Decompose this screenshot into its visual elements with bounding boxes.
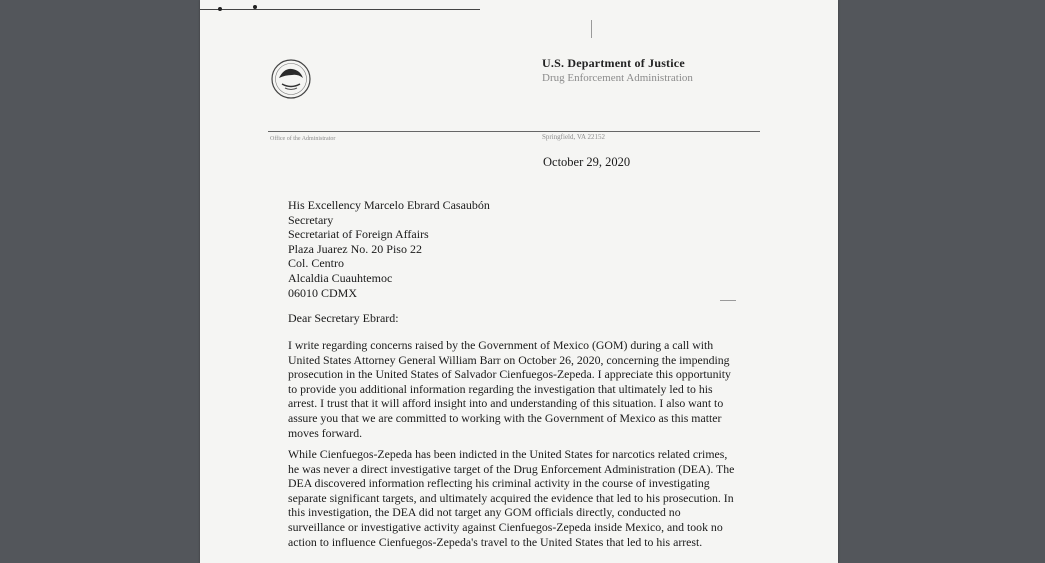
address-line: Alcaldia Cuauhtemoc: [288, 270, 393, 285]
text-line: separate significant targets, and ultimately acquired the evidence that led to his prosecution. In: [288, 490, 734, 505]
address-line: 06010 CDMX: [288, 285, 358, 300]
text-line: action to influence Cienfuegos-Zepeda's travel to the United States that led to his arrest.: [288, 534, 703, 549]
address-line: Plaza Juarez No. 20 Piso 22: [288, 241, 422, 256]
city-label: Springfield, VA 22152: [542, 133, 605, 141]
scan-artifact-dot: [218, 7, 222, 11]
address-line: Secretariat of Foreign Affairs: [288, 227, 429, 242]
scan-artifact-dot: [253, 5, 257, 9]
scan-artifact-line: [200, 9, 480, 10]
paragraph-2: [288, 447, 768, 549]
letterhead: [542, 56, 693, 84]
recipient-address: [288, 198, 490, 300]
salutation: Dear Secretary Ebrard:: [288, 311, 399, 325]
text-line: prosecution in the United States of Salvador Cienfuegos-Zepeda. I appreciate this opportunity: [288, 367, 731, 382]
text-line: arrest. I trust that it will afford insight into and understanding of this situation. I also want to: [288, 396, 724, 411]
text-line: I write regarding concerns raised by the Government of Mexico (GOM) during a call with: [288, 338, 714, 352]
text-line: United States Attorney General William Barr on October 26, 2020, concerning the impending: [288, 352, 730, 367]
text-line: this investigation, the DEA did not target any GOM officials directly, conducted no: [288, 505, 681, 520]
text-line: surveillance or investigative activity against Cienfuegos-Zepeda inside Mexico, and took no: [288, 519, 723, 534]
text-line: moves forward.: [288, 425, 363, 440]
text-line: While Cienfuegos-Zepeda has been indicted in the United States for narcotics related crimes,: [288, 447, 728, 461]
agency-subtitle: Drug Enforcement Administration: [542, 72, 693, 84]
text-line: to provide you additional information regarding the investigation that ultimately led to his: [288, 381, 713, 396]
address-line: His Excellency Marcelo Ebrard Casaubón: [288, 198, 490, 212]
letterhead-rule: [268, 131, 760, 132]
letter-date: October 29, 2020: [543, 155, 631, 169]
paragraph-1: [288, 338, 768, 440]
office-label: Office of the Administrator: [270, 136, 336, 142]
address-line: Col. Centro: [288, 256, 344, 271]
scan-artifact-mark: [720, 300, 736, 301]
text-line: DEA discovered information reflecting his criminal activity in the course of investigating: [288, 476, 710, 491]
text-line: assure you that we are committed to working with the Government of Mexico as this matter: [288, 410, 722, 425]
address-line: Secretary: [288, 212, 334, 227]
doj-seal-icon: [270, 58, 312, 100]
text-line: he was never a direct investigative target of the Drug Enforcement Administration (DEA). The: [288, 461, 735, 476]
scan-artifact-mark: [591, 20, 592, 38]
document-page: [200, 0, 838, 563]
agency-name: U.S. Department of Justice: [542, 56, 685, 70]
